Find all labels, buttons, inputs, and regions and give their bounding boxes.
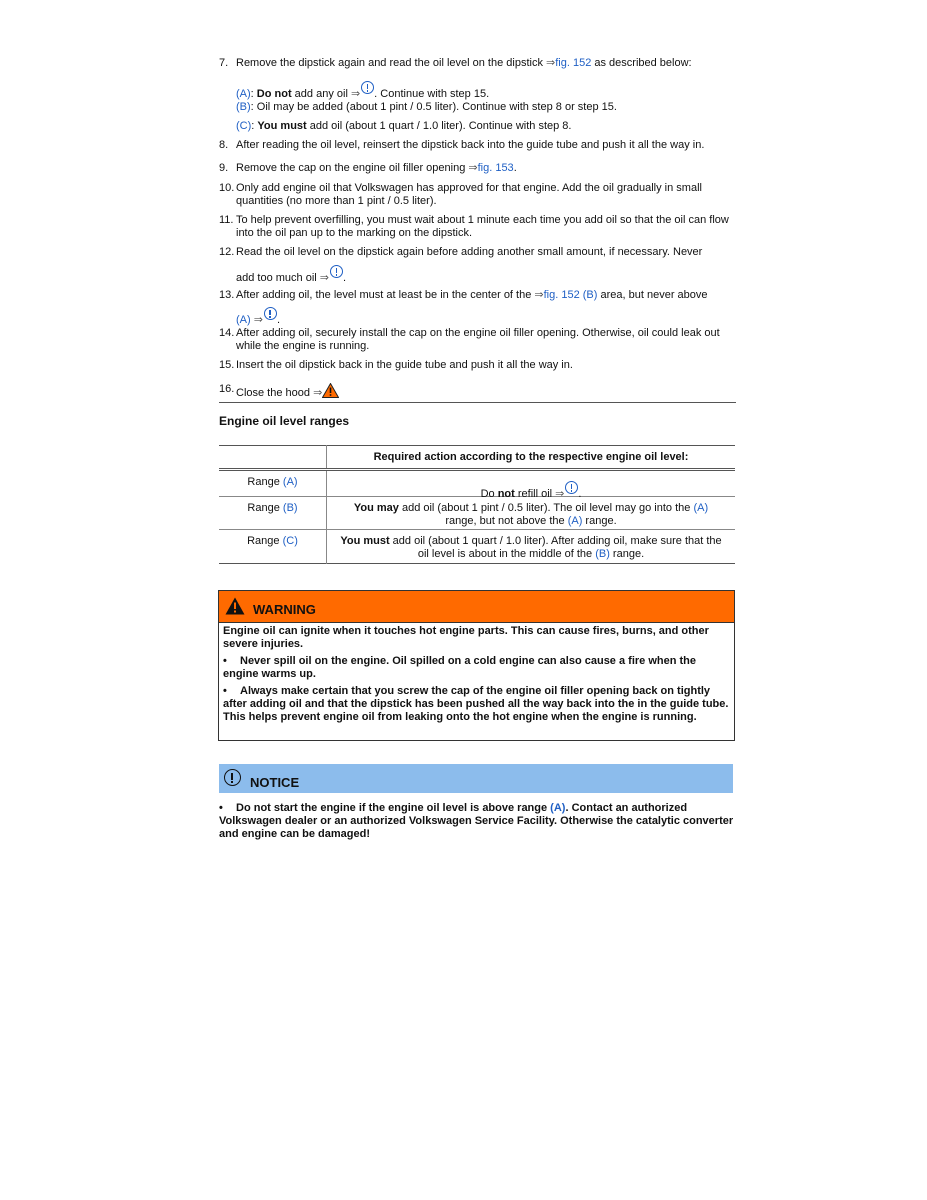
warning-item-text: Always make certain that you screw the cap of the engine oil filler opening back on tightly after adding oil and that the dipstick has been pushed all the way back into the in the guide tube. This helps prevent engine oil from leaking onto the hot engine when the engine is running. (223, 685, 729, 723)
emphasis: You must (340, 535, 390, 547)
step-text: Remove the cap on the engine oil filler opening (236, 162, 469, 174)
step-text-tail: . (276, 314, 281, 326)
arrow-icon: ⇒ (319, 272, 329, 284)
notice-icon (224, 769, 241, 786)
step-text-line2: add too much oil (236, 272, 320, 284)
step-text: Close the hood (236, 387, 314, 399)
notice-icon[interactable] (264, 307, 277, 320)
step-text-cont: area, but never above (597, 289, 708, 301)
warning-item (223, 685, 730, 724)
step-number: 8. (219, 139, 229, 151)
table-row (219, 470, 735, 497)
substep-text: add any oil (291, 88, 351, 100)
action-text-tail: range. (582, 515, 617, 527)
notice-text-tail: . Contact an authorized Volkswagen dealer or an authorized Volkswagen Service Facility. Otherwise the catalytic converter and engine can be damaged! (219, 802, 734, 840)
action-text-cont: refill oil (514, 488, 556, 500)
warning-label: WARNING (253, 602, 316, 617)
step-number: 10. (219, 182, 235, 194)
table-header-row (219, 446, 735, 470)
section-title: Engine oil level ranges (219, 414, 350, 428)
action-text: add oil (about 1 pint / 0.5 liter). The oil level may go into the (398, 502, 694, 514)
step-12 (219, 246, 734, 285)
step-text: After adding oil, the level must at least be in the center of the (236, 289, 535, 301)
action-text-tail: . (578, 488, 582, 500)
table-header-empty (219, 446, 327, 470)
range-cell (219, 497, 327, 530)
step-text: Only add engine oil that Volkswagen has approved for that engine. Add the oil gradually in small quantities (no more than 1 pint / 0.5 liter). (236, 182, 702, 207)
step-text: After reading the oil level, reinsert the dipstick back into the guide tube and push it all the way in. (236, 139, 705, 151)
range-tag: (C) (236, 120, 252, 132)
warning-triangle-icon[interactable] (322, 383, 339, 398)
range-tag: (B) (595, 548, 610, 560)
action-cell (327, 530, 736, 564)
step-text-tail: . (343, 272, 347, 284)
oil-level-table (219, 445, 735, 564)
step-text: After adding oil, securely install the cap on the engine oil filler opening. Otherwise, oil could leak out while the engine is running. (236, 327, 720, 352)
step-text-tail: as described below: (591, 57, 692, 69)
step-number: 11. (219, 214, 234, 226)
bullet: • (223, 685, 227, 697)
table-header: Required action according to the respective engine oil level: (373, 451, 689, 463)
substep-a: (A): Do not add any oil ⇒ . Continue with step 15. (236, 81, 736, 101)
arrow-icon: ⇒ (555, 488, 565, 500)
step-7 (219, 57, 734, 70)
step-14 (219, 327, 734, 353)
action-text-line2: range, but not above the (445, 515, 568, 527)
warning-triangle-icon (225, 597, 245, 615)
notice-header (219, 764, 733, 793)
substep-c: (C): You must add oil (about 1 quart / 1.0 liter). Continue with step 8. (236, 120, 572, 132)
step-number: 9. (219, 162, 229, 174)
range-tag: (C) (282, 535, 298, 547)
arrow-icon: ⇒ (468, 162, 478, 174)
substep-text: add oil (about 1 quart / 1.0 liter). Continue with step 8. (306, 120, 572, 132)
range-tag: (B) (236, 101, 251, 113)
warning-header (219, 591, 734, 623)
table-row (219, 497, 735, 530)
range-tag: (A) (693, 502, 709, 514)
warning-body (219, 623, 734, 724)
range-label: Range (247, 502, 283, 514)
notice-icon[interactable] (361, 81, 374, 94)
range-tag: (A) (550, 802, 566, 814)
bullet: • (219, 802, 223, 814)
step-9 (219, 162, 734, 175)
emphasis: You may (353, 502, 399, 514)
emphasis: Do not (256, 88, 292, 100)
figure-link[interactable]: fig. 152 (555, 57, 592, 69)
step-text: Read the oil level on the dipstick again before adding another small amount, if necessary. Never (236, 246, 703, 258)
warning-item-text: Never spill oil on the engine. Oil spilled on a cold engine can also cause a fire when the engine warms up. (223, 655, 697, 680)
step-text-tail: . (513, 162, 517, 174)
range-label: Range (247, 476, 283, 488)
step-number: 14. (219, 327, 235, 339)
step-number: 12. (219, 246, 235, 258)
step-16 (219, 383, 734, 400)
step-number: 13. (219, 289, 235, 301)
notice-icon[interactable] (330, 265, 343, 278)
step-text: Remove the dipstick again and read the oil level on the dipstick (236, 57, 547, 69)
step-11 (219, 214, 734, 240)
step-text: Insert the oil dipstick back in the guide tube and push it all the way in. (236, 359, 573, 371)
step-text: To help prevent overfilling, you must wait about 1 minute each time you add oil so that the oil can flow into the oil pan up to the marking on the dipstick. (236, 214, 729, 239)
figure-link[interactable]: fig. 153 (477, 162, 514, 174)
range-cell (219, 470, 327, 497)
step-15 (219, 359, 734, 372)
emphasis: You must (257, 120, 307, 132)
range-tag: (A) (282, 476, 298, 488)
action-text-tail: range. (609, 548, 645, 560)
substep-b (236, 101, 736, 114)
step-number: 16. (219, 383, 235, 395)
action-cell (327, 497, 736, 530)
substep-text-tail: . Continue with step 15. (374, 88, 490, 100)
warning-box (218, 590, 735, 741)
range-tag: (A) (236, 314, 254, 326)
section-divider (219, 402, 736, 403)
action-text: Do (480, 488, 498, 500)
step-10 (219, 182, 734, 208)
arrow-icon: ⇒ (546, 57, 556, 69)
emphasis: not (497, 488, 515, 500)
notice-label: NOTICE (250, 775, 300, 790)
arrow-icon: ⇒ (313, 387, 323, 399)
warning-item (223, 655, 730, 681)
range-tag: (B) (282, 502, 298, 514)
action-text: add oil (about 1 quart / 1.0 liter). After adding oil, make sure that the (389, 535, 722, 547)
range-tag: (A) (236, 88, 251, 100)
step-number: 15. (219, 359, 235, 371)
bullet: • (223, 655, 227, 667)
step-number: 7. (219, 57, 229, 69)
notice-text: Do not start the engine if the engine oil level is above range (236, 802, 551, 814)
action-text-line2: oil level is about in the middle of the (417, 548, 596, 560)
figure-link[interactable]: fig. 152 (B) (543, 289, 598, 301)
table-row (219, 530, 735, 564)
range-label: Range (247, 535, 283, 547)
range-cell (219, 530, 327, 564)
arrow-icon: ⇒ (350, 88, 361, 100)
step-13: 13. After adding oil, the level must at least be in the center of the ⇒fig. 152 (B) area, but never above (A) ⇒ . (219, 289, 708, 326)
range-tag: (A) (567, 515, 583, 527)
substep-text: : Oil may be added (about 1 pint / 0.5 liter). Continue with step 8 or step 15. (250, 101, 617, 113)
action-cell (327, 470, 736, 500)
notice-body (219, 802, 734, 841)
arrow-icon: ⇒ (534, 289, 544, 301)
notice-icon[interactable] (565, 481, 578, 494)
warning-intro: Engine oil can ignite when it touches hot engine parts. This can cause fires, burns, and other severe injuries. (223, 625, 709, 650)
step-8 (219, 139, 734, 152)
